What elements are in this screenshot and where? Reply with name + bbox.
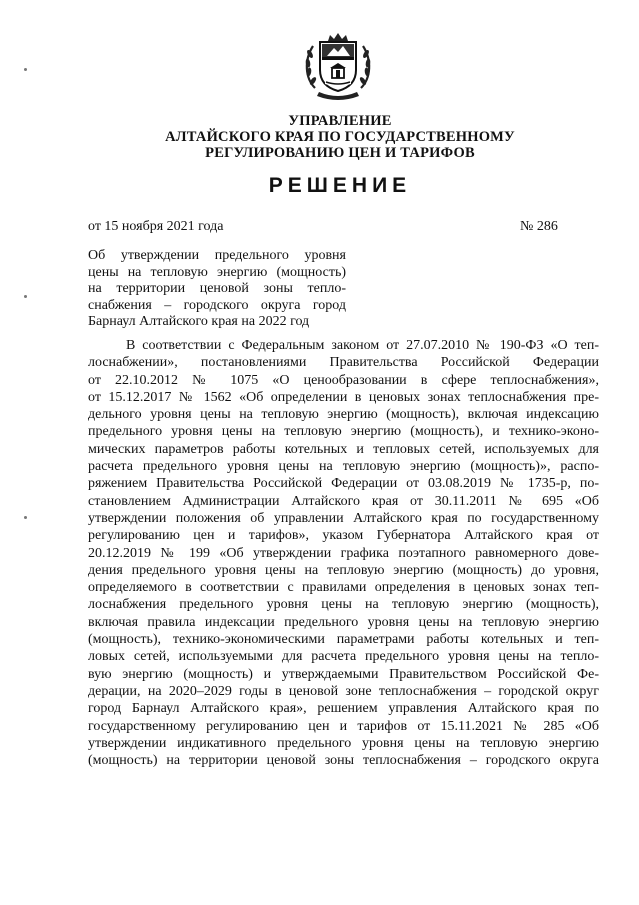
- org-name-line-2: АЛТАЙСКОГО КРАЯ ПО ГОСУДАРСТВЕННОМУ: [165, 129, 515, 145]
- document-date: от 15 ноября 2021 года: [88, 219, 224, 234]
- document-body: [88, 337, 599, 769]
- body-line: становлением Администрации Алтайского края от 30.11.2011 № 695 «Об: [88, 493, 599, 509]
- body-line: вую энергию (мощность) и утверждаемыми Правительством Российской Фе-: [88, 666, 599, 682]
- body-line: 20.12.2019 № 199 «Об утверждении графика поэтапного равномерного дове-: [88, 545, 599, 561]
- document-number: № 286: [520, 219, 558, 234]
- document-subject: [88, 248, 346, 331]
- scan-speck: [24, 68, 27, 71]
- body-line: ловых сетей, используемыми для расчета предельного уровня цены на тепло-: [88, 649, 599, 665]
- subject-line: Барнаул Алтайского края на 2022 год: [88, 314, 310, 329]
- body-line: утверждении индикативного предельного уровня цены на тепловую энергию: [88, 735, 599, 751]
- body-line: В соответствии с Федеральным законом от 27.07.2010 № 190-ФЗ «О теп-: [126, 338, 599, 353]
- org-name-line-3: РЕГУЛИРОВАНИЮ ЦЕН И ТАРИФОВ: [205, 145, 475, 161]
- org-name-line-1: УПРАВЛЕНИЕ: [288, 113, 392, 129]
- body-line: от 15.12.2017 № 1562 «Об определении в ценовых зонах теплоснабжения пре-: [88, 389, 599, 405]
- body-line: предельного уровня цены на тепловую энергию (мощность), и технико-эконо-: [88, 424, 599, 440]
- body-line: мических параметров работы котельных и тепловых сетей, используемых для: [88, 441, 599, 457]
- subject-line: цены на тепловую энергию (мощность): [88, 264, 346, 280]
- body-line: (мощность) на территории ценовой зоны теплоснабжения – городского округа: [88, 753, 599, 769]
- subject-line: Об утверждении предельного уровня: [88, 248, 346, 263]
- body-line: утверждении положения об управлении Алтайского края по государственному: [88, 510, 599, 526]
- document-type-title: РЕШЕНИЕ: [268, 174, 412, 197]
- body-line: лоснабжении», постановлениями Правительства Российской Федерации: [88, 355, 599, 371]
- body-line: расчета предельного уровня цены на тепловую энергию (мощность)», распо-: [88, 459, 599, 475]
- body-line: дерации, на 2020–2029 годы в ценовой зоне теплоснабжения – городской округ: [88, 683, 599, 699]
- body-line: регулированию цен и тарифов», указом Губернатора Алтайского края от: [88, 528, 599, 544]
- subject-line: снабжения – городского округа город: [88, 297, 346, 313]
- scan-speck: [24, 516, 27, 519]
- body-line: ряжением Правительства Российской Федерации от 03.08.2019 № 1735-р, по-: [88, 476, 599, 492]
- body-line: дения предельного уровня цены на тепловую энергию (мощность) до уровня,: [88, 562, 599, 578]
- body-line: дельного уровня цены на тепловую энергию (мощность), включая индексацию: [88, 407, 599, 423]
- subject-line: на территории ценовой зоны тепло-: [88, 281, 346, 296]
- body-line: лоснабжения предельного уровня цены на тепловую энергию (мощность),: [88, 597, 599, 613]
- body-line: (мощность), технико-экономическими параметрами работы котельных и теп-: [88, 632, 599, 648]
- body-line: город Барнаул Алтайского края», решением управления Алтайского края по: [88, 701, 599, 717]
- scan-speck: [24, 295, 27, 298]
- body-line: государственному регулированию цен и тарифов от 15.11.2021 № 285 «Об: [88, 718, 599, 734]
- altai-coat-of-arms-icon: [301, 30, 375, 104]
- body-line: определяемого в соответствии с правилами определения в ценовых зонах теп-: [88, 580, 599, 596]
- body-line: включая правила индексации предельного уровня цены на тепловую энергию: [88, 614, 599, 630]
- body-line: от 22.10.2012 № 1075 «О ценообразовании в сфере теплоснабжения»,: [88, 372, 599, 388]
